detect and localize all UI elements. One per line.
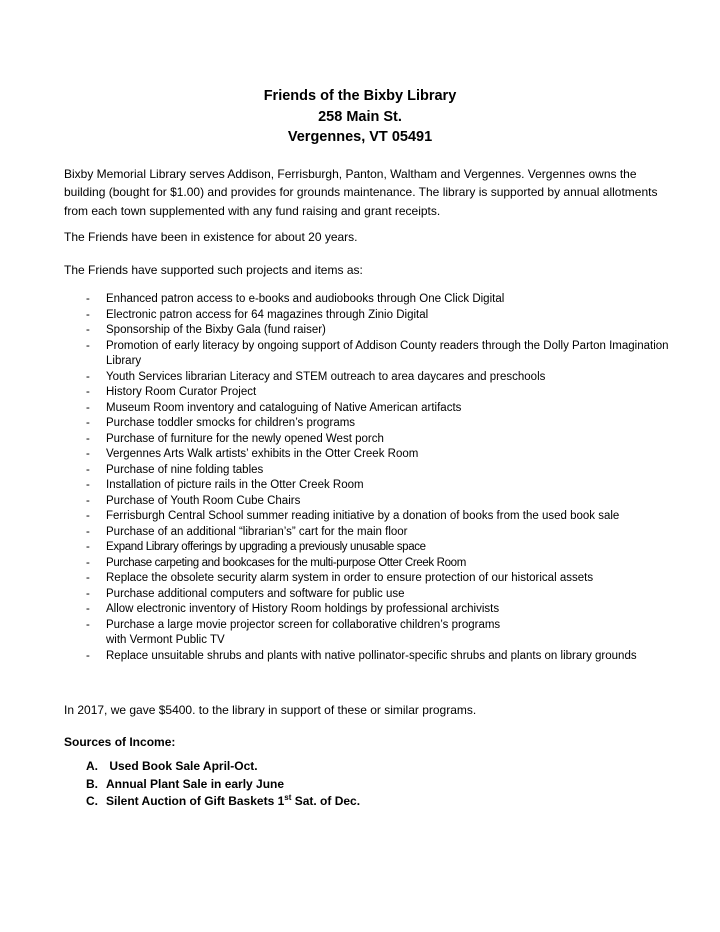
list-item xyxy=(0,793,720,811)
organization-name: Friends of the Bixby Library xyxy=(263,88,457,104)
dash-bullet: - xyxy=(86,587,90,600)
list-item: - Purchase of Youth Room Cube Chairs xyxy=(0,494,720,510)
dash-bullet: - xyxy=(86,417,90,429)
list-item: - Replace the obsolete security alarm system in order to ensure protection of our historical assets xyxy=(0,571,720,587)
dash-bullet: - xyxy=(86,339,90,352)
dash-bullet: - xyxy=(86,479,90,491)
dash-bullet: - xyxy=(86,603,90,615)
list-item xyxy=(0,776,720,794)
list-item: - Sponsorship of the Bixby Gala (fund raiser) xyxy=(0,323,720,339)
dash-bullet: - xyxy=(86,556,90,569)
street-address: 258 Main St. xyxy=(318,108,402,125)
list-item: - Expand Library offerings by upgrading a previously unusable space xyxy=(0,540,720,556)
dash-bullet: - xyxy=(86,448,90,460)
list-item: - Purchase a large movie projector screen for collaborative children’s programs with Vermont Public TV xyxy=(86,618,501,646)
list-item: - Purchase of nine folding tables xyxy=(0,463,720,479)
dash-bullet: - xyxy=(86,541,90,553)
list-item: - History Room Curator Project xyxy=(0,385,720,401)
list-item: - Allow electronic inventory of History Room holdings by professional archivists xyxy=(0,602,720,618)
list-marker: C. xyxy=(86,794,98,808)
list-marker: B. xyxy=(86,776,98,791)
list-item: - Purchase carpeting and bookcases for the multi-purpose Otter Creek Room xyxy=(0,556,720,572)
list-item: - Vergennes Arts Walk artists’ exhibits in the Otter Creek Room xyxy=(0,447,720,463)
dash-bullet: - xyxy=(86,525,90,538)
projects-list xyxy=(0,292,720,664)
income-source-text-end: Sat. of Dec. xyxy=(291,794,361,808)
list-item: - Installation of picture rails in the Otter Creek Room xyxy=(0,478,720,494)
existence-paragraph: The Friends have been in existence for about 20 years. xyxy=(64,230,358,244)
ordinal-superscript: st xyxy=(284,793,292,802)
list-item: - Museum Room inventory and cataloguing of Native American artifacts xyxy=(0,401,720,417)
income-sources-list xyxy=(0,758,720,811)
list-item: - Promotion of early literacy by ongoing support of Addison County readers through the Dolly Parton Imagination Library xyxy=(86,339,669,367)
list-item: - Purchase of furniture for the newly opened West porch xyxy=(0,432,720,448)
dash-bullet: - xyxy=(86,463,90,476)
income-source-text: Used Book Sale April-Oct. xyxy=(106,759,258,773)
dash-bullet: - xyxy=(86,572,90,584)
list-item: - Purchase toddler smocks for children’s programs xyxy=(0,416,720,432)
list-marker: A. xyxy=(86,759,98,773)
dash-bullet: - xyxy=(86,324,90,336)
dash-bullet: - xyxy=(86,370,90,383)
dash-bullet: - xyxy=(86,308,90,321)
income-source-text: Annual Plant Sale in early June xyxy=(106,776,285,791)
dash-bullet: - xyxy=(86,618,90,631)
list-item: - Purchase additional computers and software for public use xyxy=(0,587,720,603)
dash-bullet: - xyxy=(86,432,90,445)
city-state-zip: Vergennes, VT 05491 xyxy=(287,129,433,145)
letterhead xyxy=(0,86,720,148)
dash-bullet: - xyxy=(86,494,90,507)
list-item: - Enhanced patron access to e-books and audiobooks through One Click Digital xyxy=(0,292,720,308)
projects-intro: The Friends have supported such projects and items as: xyxy=(64,263,363,277)
dash-bullet: - xyxy=(86,510,90,522)
income-source-text: Silent Auction of Gift Baskets 1 xyxy=(106,794,285,808)
dash-bullet: - xyxy=(86,649,90,662)
dash-bullet: - xyxy=(86,401,90,414)
list-item: - Purchase of an additional “librarian’s” cart for the main floor xyxy=(0,525,720,541)
income-heading: Sources of Income: xyxy=(64,735,176,749)
giving-paragraph: In 2017, we gave $5400. to the library in support of these or similar programs. xyxy=(64,703,477,717)
list-item: - Electronic patron access for 64 magazines through Zinio Digital xyxy=(0,308,720,324)
intro-paragraph: Bixby Memorial Library serves Addison, Ferrisburgh, Panton, Waltham and Vergennes. Vergennes owns the building (bought for $1.00) and provides for grounds maintenance. The library is supported by annual allotments from each town supplemented with any fund raising and grant receipts. xyxy=(64,167,658,218)
list-item: - Replace unsuitable shrubs and plants with native pollinator-specific shrubs and plants on library grounds xyxy=(0,649,720,665)
list-item xyxy=(0,758,720,776)
dash-bullet: - xyxy=(86,293,90,305)
list-item: - Youth Services librarian Literacy and STEM outreach to area daycares and preschools xyxy=(0,370,720,386)
list-item: - Ferrisburgh Central School summer reading initiative by a donation of books from the used book sale xyxy=(0,509,720,525)
dash-bullet: - xyxy=(86,386,90,398)
